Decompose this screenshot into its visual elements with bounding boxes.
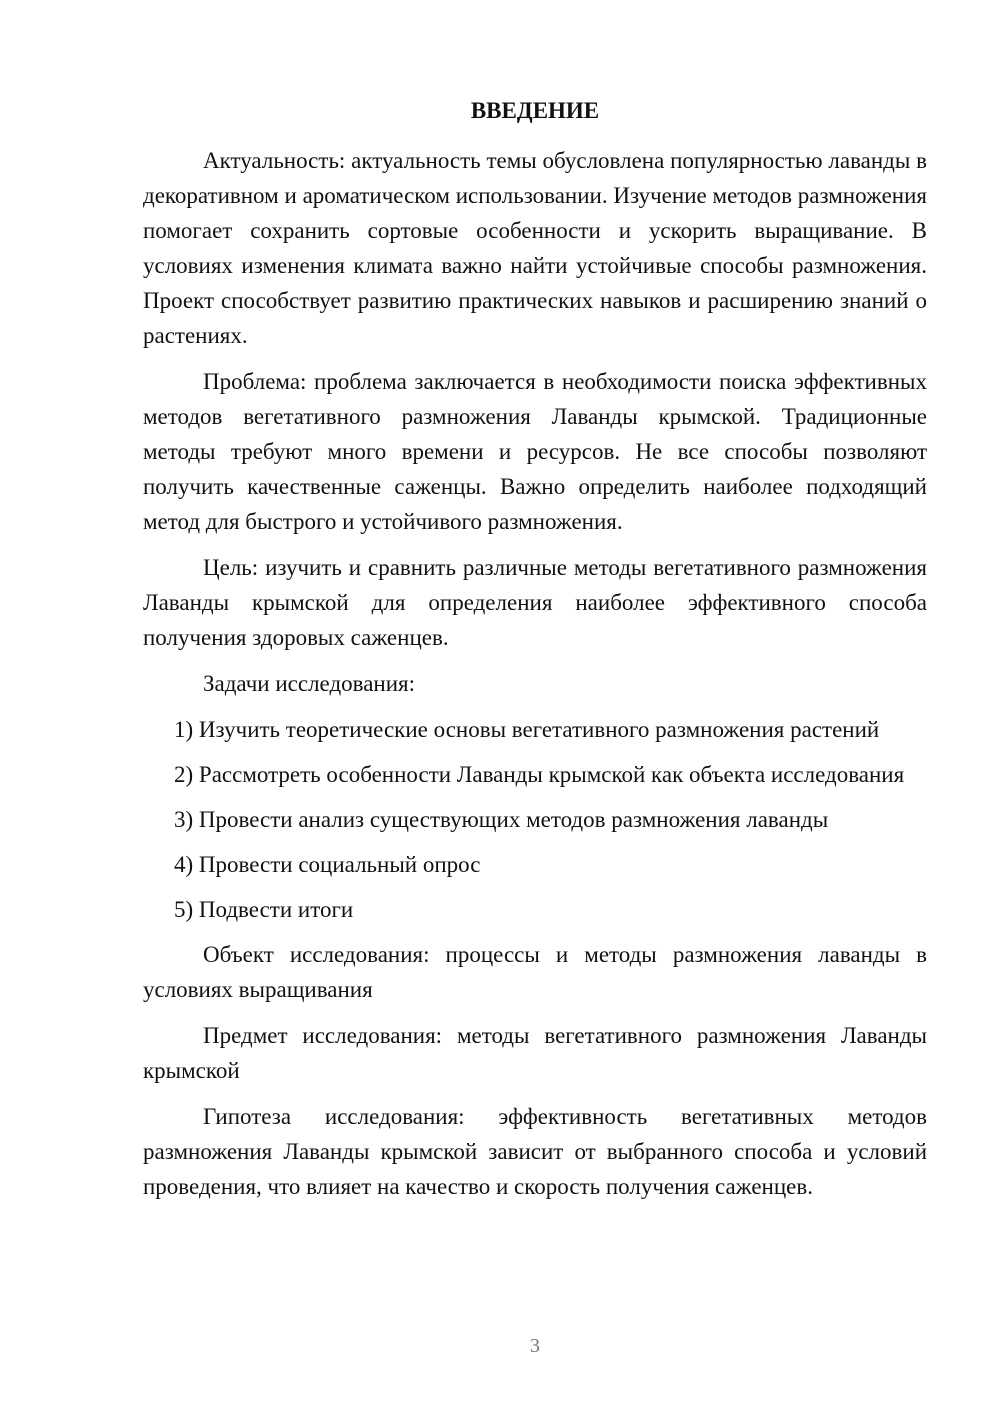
goal-paragraph: Цель: изучить и сравнить различные методы вегетативного размножения Лаванды крымской для определения наиболее эффективного способа получения здоровых саженцев.: [143, 555, 927, 650]
task-item: 3) Провести анализ существующих методов размножения лаванды: [174, 807, 829, 832]
subject-paragraph: Предмет исследования: методы вегетативного размножения Лаванды крымской: [143, 1023, 927, 1083]
problem-paragraph: Проблема: проблема заключается в необходимости поиска эффективных методов вегетативного размножения Лаванды крымской. Традиционные методы требуют много времени и ресурсов. Не все способы позволяют получить качественные саженцы. Важно определить наиболее подходящий метод для быстрого и устойчивого размножения.: [143, 369, 927, 534]
task-item: 5) Подвести итоги: [174, 897, 354, 922]
document-body: [143, 143, 927, 1215]
relevance-paragraph: Актуальность: актуальность темы обусловлена популярностью лаванды в декоративном и ароматическом использовании. Изучение методов размножения помогает сохранить сортовые особенности и ускорить выращивание. В условиях изменения климата важно найти устойчивые способы размножения. Проект способствует развитию практических навыков и расширению знаний о растениях.: [143, 148, 927, 348]
page-number: 3: [530, 1335, 540, 1357]
document-page: [143, 0, 927, 1414]
object-paragraph: Объект исследования: процессы и методы размножения лаванды в условиях выращивания: [143, 942, 927, 1002]
task-item: 1) Изучить теоретические основы вегетативного размножения растений: [174, 717, 880, 742]
tasks-heading: Задачи исследования:: [203, 671, 416, 696]
task-item: 2) Рассмотреть особенности Лаванды крымской как объекта исследования: [174, 762, 905, 787]
page-title: ВВЕДЕНИЕ: [470, 98, 600, 123]
hypothesis-paragraph: Гипотеза исследования: эффективность вегетативных методов размножения Лаванды крымской зависит от выбранного способа и условий проведения, что влияет на качество и скорость получения саженцев.: [143, 1104, 927, 1199]
task-item: 4) Провести социальный опрос: [174, 852, 481, 877]
